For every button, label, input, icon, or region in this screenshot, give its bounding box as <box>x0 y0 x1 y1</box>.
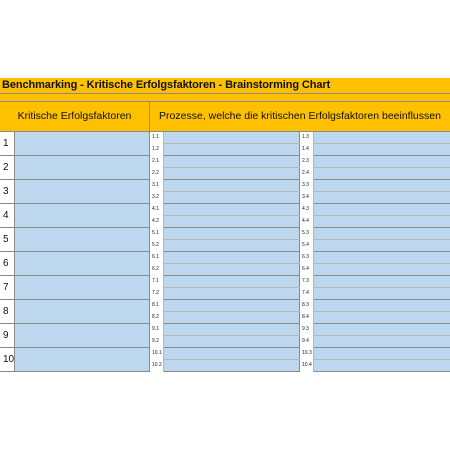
process-input-area[interactable] <box>164 216 300 227</box>
process-input-area[interactable] <box>314 288 450 299</box>
process-input-area[interactable] <box>314 156 450 167</box>
process-input-area[interactable] <box>164 192 300 203</box>
process-cell[interactable] <box>150 336 300 348</box>
process-id-label: 2.1 <box>150 156 164 168</box>
process-cell[interactable] <box>300 324 450 336</box>
process-id-label: 5.2 <box>150 240 164 252</box>
process-id-label: 8.4 <box>300 312 314 324</box>
process-input-area[interactable] <box>314 276 450 287</box>
header-processes: Prozesse, welche die kritischen Erfolgsfaktoren beeinflussen <box>159 110 441 122</box>
process-cell[interactable] <box>150 204 300 216</box>
row-number: 9 <box>0 324 15 348</box>
factor-row <box>0 348 450 372</box>
process-cell[interactable] <box>300 192 450 204</box>
process-input-area[interactable] <box>314 348 450 359</box>
critical-factor-cell[interactable] <box>15 156 150 180</box>
process-id-label: 1.3 <box>300 132 314 144</box>
process-id-label: 9.4 <box>300 336 314 348</box>
process-id-label: 5.1 <box>150 228 164 240</box>
process-cell[interactable] <box>150 360 300 372</box>
process-input-area[interactable] <box>164 336 300 347</box>
process-input-area[interactable] <box>314 132 450 143</box>
process-cell[interactable] <box>300 252 450 264</box>
critical-factor-cell[interactable] <box>15 204 150 228</box>
process-id-label: 2.3 <box>300 156 314 168</box>
process-cell[interactable] <box>150 324 300 336</box>
process-cell[interactable] <box>150 252 300 264</box>
process-cell[interactable] <box>300 156 450 168</box>
critical-factor-cell[interactable] <box>15 132 150 156</box>
process-cell[interactable] <box>150 180 300 192</box>
process-input-area[interactable] <box>314 180 450 191</box>
row-number: 7 <box>0 276 15 300</box>
row-number: 4 <box>0 204 15 228</box>
process-cell[interactable] <box>150 312 300 324</box>
process-cell[interactable] <box>300 348 450 360</box>
critical-factor-cell[interactable] <box>15 300 150 324</box>
process-input-area[interactable] <box>314 324 450 335</box>
process-id-label: 6.4 <box>300 264 314 276</box>
process-id-label: 3.3 <box>300 180 314 192</box>
process-input-area[interactable] <box>164 252 300 263</box>
process-cell[interactable] <box>150 216 300 228</box>
process-cell[interactable] <box>150 300 300 312</box>
process-cell[interactable] <box>150 156 300 168</box>
process-id-label: 10.3 <box>300 348 314 360</box>
process-id-label: 8.2 <box>150 312 164 324</box>
process-cell[interactable] <box>300 228 450 240</box>
process-input-area[interactable] <box>164 312 300 323</box>
process-id-label: 4.1 <box>150 204 164 216</box>
process-id-label: 4.4 <box>300 216 314 228</box>
process-id-label: 2.2 <box>150 168 164 180</box>
process-input-area[interactable] <box>164 276 300 287</box>
process-cell[interactable] <box>150 192 300 204</box>
process-cell[interactable] <box>300 144 450 156</box>
process-id-label: 3.1 <box>150 180 164 192</box>
process-id-label: 5.3 <box>300 228 314 240</box>
process-cell[interactable] <box>300 336 450 348</box>
process-input-area[interactable] <box>164 132 300 143</box>
process-input-area[interactable] <box>164 264 300 275</box>
row-number: 3 <box>0 180 15 204</box>
factor-row <box>0 156 450 180</box>
factor-row <box>0 276 450 300</box>
process-id-label: 9.1 <box>150 324 164 336</box>
process-input-area[interactable] <box>164 240 300 251</box>
process-input-area[interactable] <box>314 144 450 155</box>
row-number: 6 <box>0 252 15 276</box>
row-number: 5 <box>0 228 15 252</box>
critical-factor-cell[interactable] <box>15 348 150 372</box>
process-input-area[interactable] <box>164 156 300 167</box>
process-input-area[interactable] <box>164 300 300 311</box>
process-cell[interactable] <box>300 168 450 180</box>
critical-factor-cell[interactable] <box>15 252 150 276</box>
process-cell[interactable] <box>300 288 450 300</box>
process-id-label: 6.3 <box>300 252 314 264</box>
process-id-label: 6.1 <box>150 252 164 264</box>
process-cell[interactable] <box>150 276 300 288</box>
process-input-area[interactable] <box>164 180 300 191</box>
process-cell[interactable] <box>300 300 450 312</box>
process-cell[interactable] <box>150 168 300 180</box>
process-id-label: 7.1 <box>150 276 164 288</box>
critical-factor-cell[interactable] <box>15 324 150 348</box>
process-id-label: 2.4 <box>300 168 314 180</box>
process-cell[interactable] <box>300 180 450 192</box>
process-input-area[interactable] <box>314 312 450 323</box>
process-input-area[interactable] <box>314 264 450 275</box>
process-id-label: 5.4 <box>300 240 314 252</box>
process-input-area[interactable] <box>314 300 450 311</box>
process-id-label: 1.2 <box>150 144 164 156</box>
process-id-label: 10.1 <box>150 348 164 360</box>
process-input-area[interactable] <box>314 228 450 239</box>
process-cell[interactable] <box>150 264 300 276</box>
process-input-area[interactable] <box>164 204 300 215</box>
process-input-area[interactable] <box>164 168 300 179</box>
process-id-label: 8.1 <box>150 300 164 312</box>
header-critical-factors: Kritische Erfolgsfaktoren <box>0 102 150 131</box>
process-input-area[interactable] <box>164 348 300 359</box>
process-input-area[interactable] <box>314 336 450 347</box>
process-id-label: 10.2 <box>150 360 164 372</box>
column-header-row <box>0 102 450 132</box>
process-cell[interactable] <box>150 348 300 360</box>
process-id-label: 9.2 <box>150 336 164 348</box>
row-number: 2 <box>0 156 15 180</box>
process-cell[interactable] <box>150 228 300 240</box>
factor-row <box>0 324 450 348</box>
process-id-label: 7.2 <box>150 288 164 300</box>
process-cell[interactable] <box>150 240 300 252</box>
sheet-title: Benchmarking - Kritische Erfolgsfaktoren - Brainstorming Chart <box>2 79 331 91</box>
factor-row <box>0 132 450 156</box>
process-input-area[interactable] <box>164 288 300 299</box>
title-spacer-row <box>0 94 450 102</box>
process-id-label: 7.3 <box>300 276 314 288</box>
row-number: 10 <box>0 348 15 372</box>
critical-factor-cell[interactable] <box>15 228 150 252</box>
process-cell[interactable] <box>150 288 300 300</box>
process-cell[interactable] <box>300 216 450 228</box>
process-input-area[interactable] <box>314 240 450 251</box>
process-id-label: 4.3 <box>300 204 314 216</box>
process-cell[interactable] <box>300 132 450 144</box>
process-id-label: 1.4 <box>300 144 314 156</box>
factor-row <box>0 180 450 204</box>
process-id-label: 4.2 <box>150 216 164 228</box>
factor-row <box>0 228 450 252</box>
critical-factor-cell[interactable] <box>15 180 150 204</box>
critical-factor-cell[interactable] <box>15 276 150 300</box>
process-input-area[interactable] <box>164 144 300 155</box>
process-input-area[interactable] <box>314 192 450 203</box>
process-input-area[interactable] <box>164 228 300 239</box>
process-input-area[interactable] <box>314 168 450 179</box>
row-number: 1 <box>0 132 15 156</box>
process-cell[interactable] <box>150 144 300 156</box>
process-id-label: 9.3 <box>300 324 314 336</box>
process-id-label: 3.4 <box>300 192 314 204</box>
factor-row <box>0 204 450 228</box>
factor-row <box>0 300 450 324</box>
process-id-label: 1.1 <box>150 132 164 144</box>
process-input-area[interactable] <box>314 216 450 227</box>
process-id-label: 10.4 <box>300 360 314 372</box>
process-input-area[interactable] <box>164 360 300 371</box>
process-input-area[interactable] <box>314 204 450 215</box>
process-cell[interactable] <box>150 132 300 144</box>
row-number: 8 <box>0 300 15 324</box>
process-id-label: 3.2 <box>150 192 164 204</box>
process-cell[interactable] <box>300 240 450 252</box>
process-id-label: 6.2 <box>150 264 164 276</box>
process-id-label: 8.3 <box>300 300 314 312</box>
process-input-area[interactable] <box>164 324 300 335</box>
process-id-label: 7.4 <box>300 288 314 300</box>
process-input-area[interactable] <box>314 360 450 371</box>
process-cell[interactable] <box>300 264 450 276</box>
factor-row <box>0 252 450 276</box>
process-cell[interactable] <box>300 360 450 372</box>
process-cell[interactable] <box>300 276 450 288</box>
process-input-area[interactable] <box>314 252 450 263</box>
process-cell[interactable] <box>300 204 450 216</box>
process-cell[interactable] <box>300 312 450 324</box>
title-bar <box>0 78 450 94</box>
